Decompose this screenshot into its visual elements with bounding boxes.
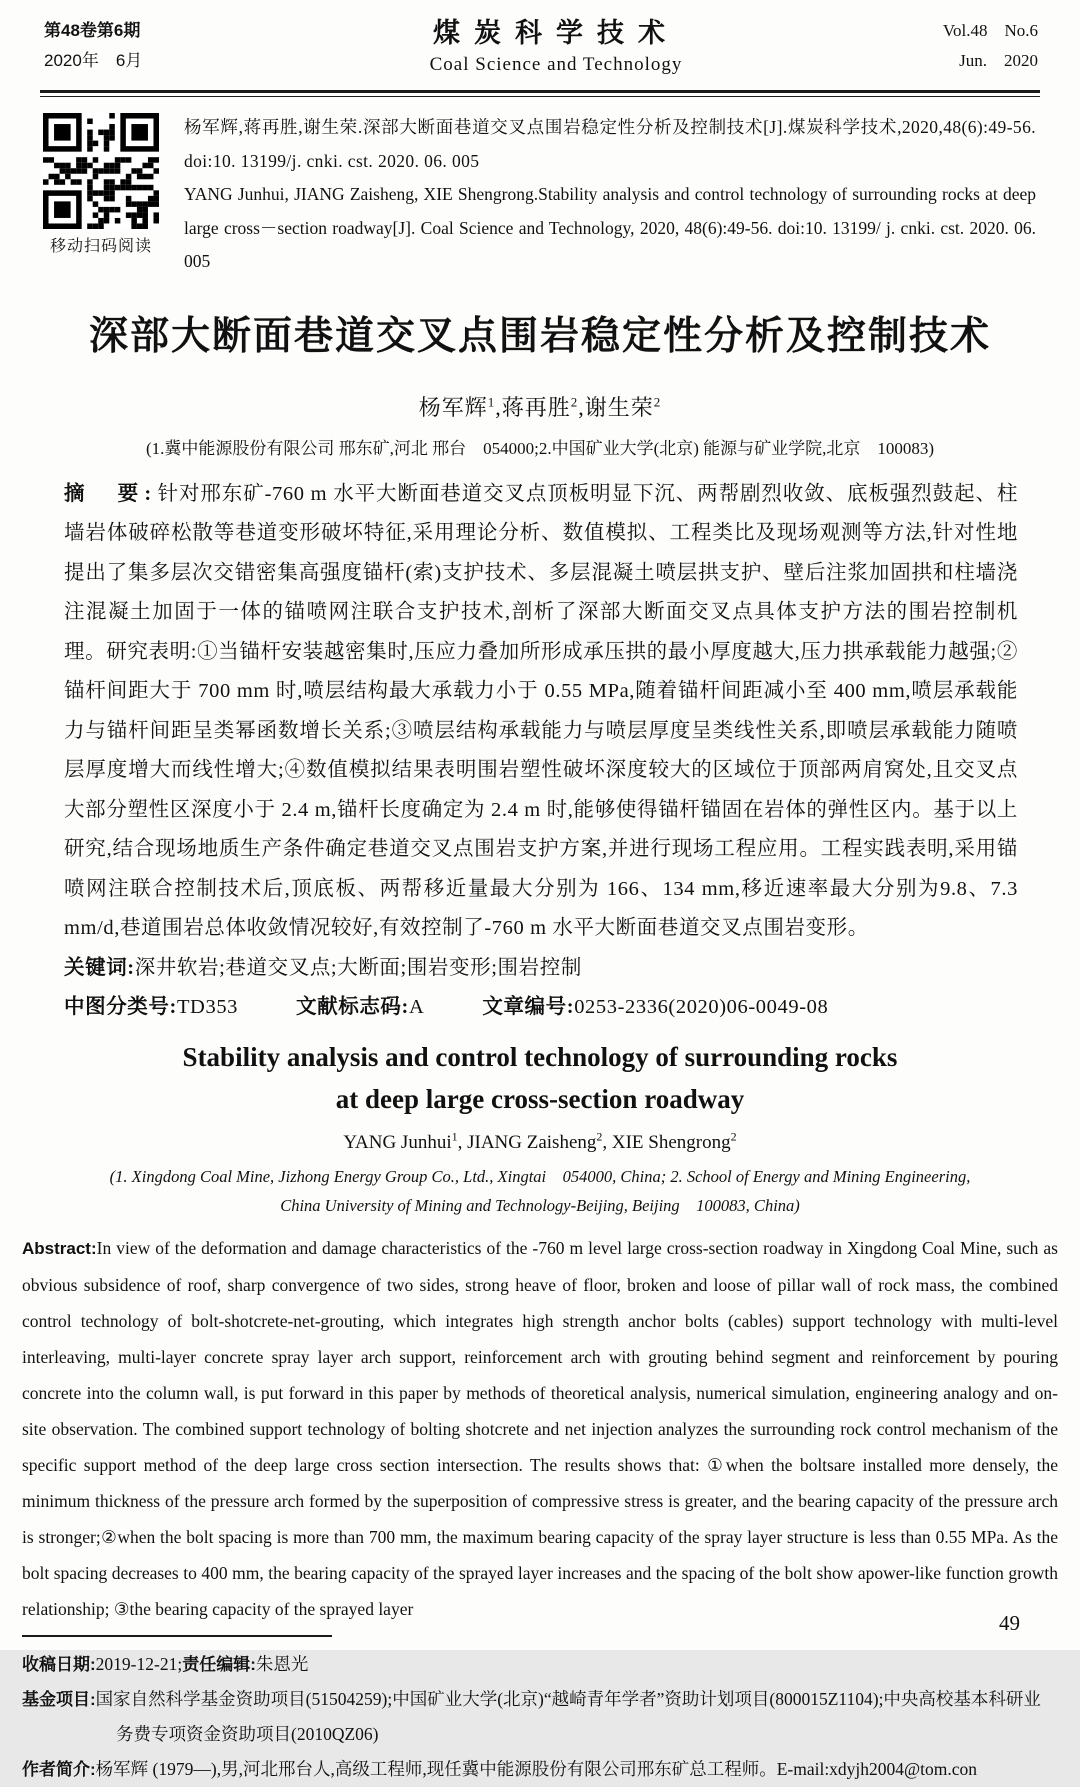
- author-affil-sup: 2: [653, 394, 662, 410]
- issue-date-en: Jun. 2020: [959, 51, 1038, 70]
- fund-text: 国家自然科学基金资助项目(51504259);中国矿业大学(北京)“越崎青年学者”资助计划项目(800015Z1104);中央高校基本科研业务费专项资金资助项目(2010QZ06): [95, 1688, 1041, 1744]
- keywords-line: [64, 949, 1018, 989]
- author-name: JIANG Zaisheng: [467, 1131, 597, 1153]
- received-label: 收稿日期:: [22, 1654, 96, 1674]
- article-title-en: [0, 1036, 1080, 1120]
- chinese-abstract-section: [64, 475, 1018, 1028]
- author-separator: ,: [602, 1131, 612, 1153]
- author-affil-sup: 1: [487, 394, 496, 410]
- qr-block: [40, 111, 162, 279]
- article-title-cn: 深部大断面巷道交叉点围岩稳定性分析及控制技术: [88, 314, 991, 358]
- abstract-text-cn: 针对邢东矿-760 m 水平大断面巷道交叉点顶板明显下沉、两帮剧烈收敛、底板强烈鼓起、柱墙岩体破碎松散等巷道变形破坏特征,采用理论分析、数值模拟、工程类比及现场观测等方法,针对性地提出了集多层次交错密集高强度锚杆(索)支护技术、多层混凝土喷层拱支护、壁后注浆加固拱和柱墙浇注混凝土加固于一体的锚喷网注联合支护技术,剖析了深部大断面交叉点具体支护方法的围岩控制机理。研究表明:①当锚杆安装越密集时,压应力叠加所形成承压拱的最小厚度越大,压力拱承载能力越强;②锚杆间距大于 700 mm 时,喷层结构最大承载力小于 0.55 MPa,随着锚杆间距减小至 400 mm,喷层承载能力与锚杆间距呈类幂函数增长关系;③喷层结构承载能力与喷层厚度呈类线性关系,即喷层承载能力随喷层厚度增大而线性增大;④数值模拟结果表明围岩塑性破坏深度较大的区域位于顶部两肩窝处,且交叉点大部分塑性区深度小于 2.4 m,锚杆长度确定为 2.4 m 时,能够使得锚杆锚固在岩体的弹性区内。基于以上研究,结合现场地质生产条件确定巷道交叉点围岩支护方案,并进行现场工程应用。工程实践表明,采用锚喷网注联合控制技术后,顶底板、两帮移近量最大分别为 166、134 mm,移近速率最大分别为9.8、7.3 mm/d,巷道围岩总体收敛情况较好,有效控制了-760 m 水平大断面巷道交叉点围岩变形。: [64, 482, 1019, 939]
- affiliation-cn: (1.冀中能源股份有限公司 邢东矿,河北 邢台 054000;2.中国矿业大学(北京) 能源与矿业学院,北京 100083): [145, 438, 935, 458]
- issue-volume-en: Vol.48 No.6: [942, 21, 1038, 40]
- author-en: [343, 1129, 468, 1153]
- keywords-text: 深井软岩;巷道交叉点;大断面;围岩变形;围岩控制: [134, 956, 582, 979]
- author-separator: ,: [457, 1131, 468, 1153]
- affiliation-en-line1: (1. Xingdong Coal Mine, Jizhong Energy Group Co., Ltd., Xingtai 054000, China; 2. School of Energy and Mining Engineering,: [109, 1166, 971, 1186]
- author-name: 蒋再胜: [501, 394, 571, 420]
- author-separator: ,: [578, 394, 585, 420]
- fund-line: [22, 1682, 1058, 1752]
- title-en-line1: Stability analysis and control technology of surrounding rocks: [182, 1041, 898, 1072]
- author-affil-sup: 2: [596, 1129, 603, 1144]
- editor-name: 朱恩光: [255, 1653, 309, 1674]
- journal-issue-en: [858, 16, 1038, 76]
- authors-cn: [0, 391, 1080, 422]
- clc-label: 中图分类号:: [64, 996, 177, 1018]
- citation-text: [184, 111, 1036, 279]
- author-affil-sup: 2: [570, 394, 579, 410]
- bio-line: [22, 1752, 1058, 1787]
- author-separator: ,: [495, 394, 502, 420]
- author-affil-sup: 2: [730, 1129, 737, 1144]
- authors-en: [0, 1130, 1080, 1154]
- title-en-line2: at deep large cross-section roadway: [335, 1083, 745, 1114]
- author-en: [611, 1129, 737, 1153]
- journal-header: [0, 0, 1080, 84]
- qr-caption: 移动扫码阅读: [49, 238, 152, 255]
- citation-cn: 杨军辉,蒋再胜,谢生荣.深部大断面巷道交叉点围岩稳定性分析及控制技术[J].煤炭科学技术,2020,48(6):49-56. doi:10. 13199/j. cnki. cst. 2020. 06. 005: [184, 117, 1036, 171]
- journal-title-block: [254, 16, 858, 80]
- abstract-cn: [64, 475, 1018, 949]
- issue-date-cn: 2020年 6月: [44, 51, 143, 70]
- bio-text: 杨军辉 (1979—),男,河北邢台人,高级工程师,现任冀中能源股份有限公司邢东矿总工程师。E-mail:xdyjh2004@tom.con: [95, 1758, 978, 1779]
- author-cn: [419, 395, 502, 420]
- received-date: 2019-12-21;: [95, 1653, 183, 1674]
- footnote-divider: [22, 1635, 332, 1637]
- affiliation-en: [0, 1162, 1080, 1220]
- affiliation-en-line2: China University of Mining and Technology-Beijing, Beijing 100083, China): [280, 1195, 800, 1215]
- author-name: XIE Shengrong: [611, 1131, 731, 1153]
- doc-code-value: A: [408, 996, 425, 1018]
- bio-label: 作者简介:: [22, 1759, 96, 1779]
- journal-title-en: Coal Science and Technology: [429, 54, 683, 75]
- author-cn: [502, 395, 585, 420]
- classification-line: [64, 988, 1018, 1028]
- abstract-label-cn: 摘 要:: [64, 482, 158, 505]
- keywords-label: 关键词:: [64, 956, 135, 979]
- author-name: YANG Junhui: [343, 1131, 452, 1153]
- abstract-text-en: In view of the deformation and damage characteristics of the -760 m level large cross-section roadway in Xingdong Coal Mine, such as obvious subsidence of roof, sharp convergence of two sides, strong heave of floor, broken and loose of pillar wall of rock mass, the combined control technology of bolt-shotcrete-net-grouting, which integrates high strength anchor bolts (cables) support technology with multi-level interleaving, multi-layer concrete spray layer arch support, reinforcement arch with grouting behind segment and reinforcement by pouring concrete into the column wall, is put forward in this paper by methods of theoretical analysis, numerical simulation, engineering analogy and on-site observation. The combined support technology of bolting shotcrete and net injection analyzes the surrounding rock control mechanism of the specific support method of the deep large cross section intersection. The results shows that: ①when the boltsare installed more densely, the minimum thickness of the pressure arch formed by the superposition of compressive stress is greater, and the bearing capacity of the pressure arch is stronger;②when the bolt spacing is more than 700 mm, the maximum bearing capacity of the spray layer structure is less than 0.55 MPa. As the bolt spacing decreases to 400 mm, the bearing capacity of the sprayed layer increases and the spacing of the bolt show apower-like function growth relationship; ③the bearing capacity of the sprayed layer: [22, 1237, 1058, 1619]
- clc-value: TD353: [176, 996, 239, 1018]
- fund-label: 基金项目:: [22, 1689, 96, 1709]
- citation-en: YANG Junhui, JIANG Zaisheng, XIE Shengrong.Stability analysis and control technology of surrounding rocks at deep large cross－section roadway[J]. Coal Science and Technology, 2020, 48(6):49-56. doi:10. 13199/ j. cnki. cst. 2020. 06. 005: [184, 184, 1036, 271]
- received-line: [22, 1647, 1058, 1682]
- page-number: 49: [999, 1611, 1020, 1635]
- article-id-label: 文章编号:: [482, 996, 575, 1018]
- author-en: [467, 1129, 612, 1153]
- journal-title-cn: 煤炭科学技术: [433, 18, 679, 48]
- author-cn: [585, 395, 662, 420]
- qr-code-icon: [43, 113, 159, 229]
- doc-code-label: 文献标志码:: [296, 996, 409, 1018]
- journal-issue-cn: [44, 16, 254, 76]
- issue-volume-cn: 第48卷第6期: [44, 21, 141, 40]
- editor-label: 责任编辑:: [182, 1654, 256, 1674]
- citation-block: [40, 111, 1036, 279]
- abstract-label-en: Abstract:: [22, 1238, 97, 1258]
- footnotes: [22, 1647, 1058, 1787]
- author-affil-sup: 1: [451, 1129, 458, 1144]
- abstract-en: [22, 1230, 1058, 1627]
- header-double-rule: [40, 90, 1040, 97]
- author-name: 杨军辉: [418, 394, 488, 420]
- article-id-value: 0253-2336(2020)06-0049-08: [574, 996, 829, 1018]
- author-name: 谢生荣: [584, 394, 654, 420]
